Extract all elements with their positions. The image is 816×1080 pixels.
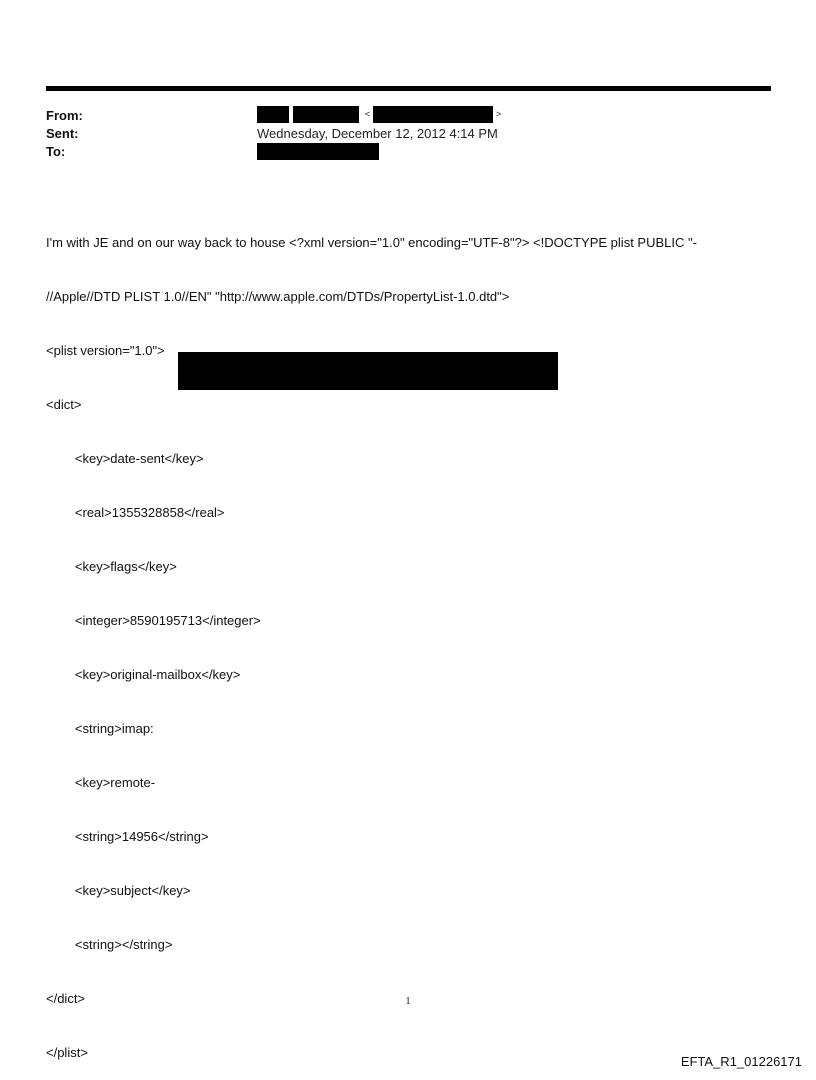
redaction-mailbox-block xyxy=(178,352,558,390)
from-email-close-bracket: > xyxy=(496,109,502,119)
body-line: <key>original-mailbox</key> xyxy=(46,667,241,682)
sent-value: Wednesday, December 12, 2012 4:14 PM xyxy=(257,126,498,141)
bates-number: EFTA_R1_01226171 xyxy=(680,1054,802,1069)
header-rule xyxy=(46,86,771,91)
body-line: <key>remote- xyxy=(46,775,156,790)
redaction-to xyxy=(257,143,379,160)
body-line: </plist> xyxy=(46,1045,88,1060)
body-line: <key>date-sent</key> xyxy=(46,451,204,466)
from-label: From: xyxy=(46,108,83,123)
from-email-open-bracket: < xyxy=(365,109,371,119)
redaction-from-email xyxy=(373,106,493,123)
to-label: To: xyxy=(46,144,66,159)
email-body xyxy=(46,198,746,1080)
body-line: <string>imap: xyxy=(46,721,154,736)
redaction-from-first xyxy=(257,106,289,123)
body-line: <string></string> xyxy=(46,937,173,952)
body-line: //Apple//DTD PLIST 1.0//EN" "http://www.apple.com/DTDs/PropertyList-1.0.dtd"> xyxy=(46,289,510,304)
body-line: <integer>8590195713</integer> xyxy=(46,613,261,628)
body-line: <string>14956</string> xyxy=(46,829,209,844)
body-line: <plist version="1.0"> xyxy=(46,343,165,358)
body-line: </dict> xyxy=(46,991,86,1006)
sent-label: Sent: xyxy=(46,126,79,141)
redaction-from-last xyxy=(293,106,359,123)
body-line: <real>1355328858</real> xyxy=(46,505,225,520)
body-line: <key>flags</key> xyxy=(46,559,177,574)
page-number: 1 xyxy=(405,996,411,1007)
body-line: <dict> xyxy=(46,397,82,412)
body-line: I'm with JE and on our way back to house <?xml version="1.0" encoding="UTF-8"?> <!DOCTYPE plist PUBLIC "- xyxy=(46,235,697,250)
body-line: <key>subject</key> xyxy=(46,883,191,898)
